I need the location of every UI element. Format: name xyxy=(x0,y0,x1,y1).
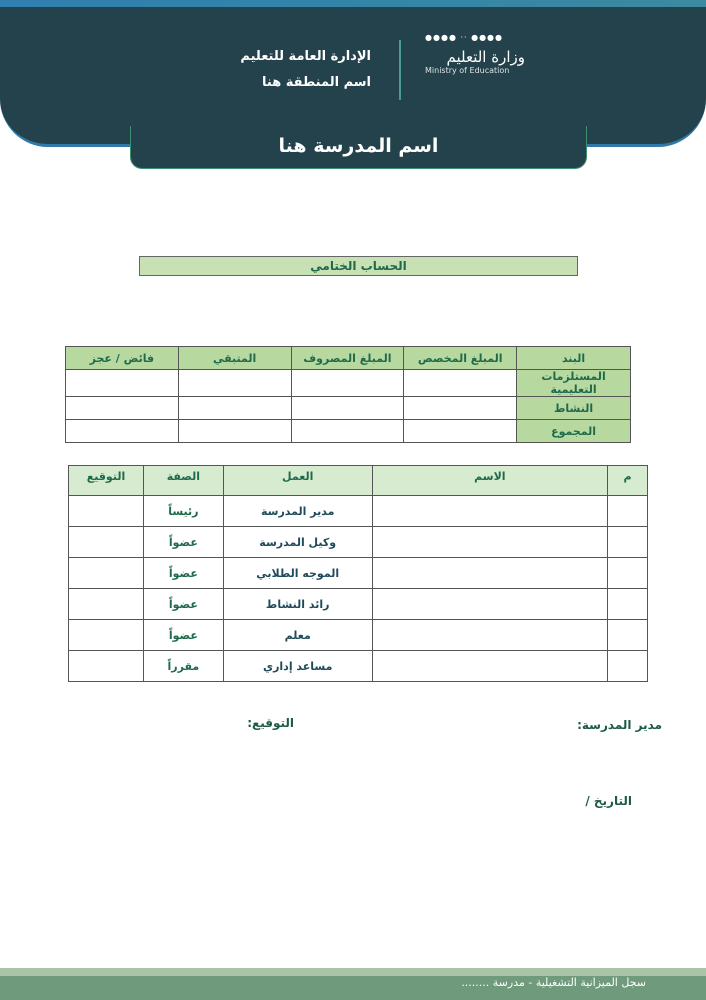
index-cell[interactable] xyxy=(608,527,648,558)
cell[interactable] xyxy=(178,397,291,420)
table-row xyxy=(66,397,631,420)
job-cell: معلم xyxy=(223,620,372,651)
logo-arabic: وزارة التعليم xyxy=(446,48,525,66)
footer-text: سجل الميزانية التشغيلية - مدرسة ........ xyxy=(461,976,646,989)
col-header: المبلغ المخصص xyxy=(404,347,517,370)
job-cell: وكيل المدرسة xyxy=(223,527,372,558)
cell[interactable] xyxy=(404,420,517,443)
col-header: العمل xyxy=(223,466,372,496)
signature-cell[interactable] xyxy=(69,496,144,527)
role-cell: عضواً xyxy=(143,589,223,620)
ministry-logo xyxy=(425,34,525,75)
cell[interactable] xyxy=(66,397,179,420)
document-title: الحساب الختامي xyxy=(139,256,578,276)
logo-dots-icon: ●●●● ·· ●●●● xyxy=(425,33,504,42)
index-cell[interactable] xyxy=(608,589,648,620)
header-text xyxy=(240,44,371,96)
col-header: البند xyxy=(517,347,631,370)
signature-cell[interactable] xyxy=(69,589,144,620)
col-header: الاسم xyxy=(372,466,608,496)
col-header: التوقيع xyxy=(69,466,144,496)
table-row xyxy=(66,370,631,397)
table-row xyxy=(69,527,648,558)
logo-english: Ministry of Education xyxy=(425,66,510,75)
job-cell: مساعد إداري xyxy=(223,651,372,682)
role-cell: عضواً xyxy=(143,527,223,558)
col-header: م xyxy=(608,466,648,496)
index-cell[interactable] xyxy=(608,651,648,682)
col-header: الصفة xyxy=(143,466,223,496)
name-cell[interactable] xyxy=(372,558,608,589)
table-row xyxy=(69,589,648,620)
cell[interactable] xyxy=(291,420,404,443)
cell[interactable] xyxy=(291,370,404,397)
signature-cell[interactable] xyxy=(69,558,144,589)
committee-table xyxy=(68,465,648,682)
name-cell[interactable] xyxy=(372,651,608,682)
name-cell[interactable] xyxy=(372,589,608,620)
principal-label: مدير المدرسة: xyxy=(577,718,662,732)
name-cell[interactable] xyxy=(372,527,608,558)
job-cell: رائد النشاط xyxy=(223,589,372,620)
signature-label: التوقيع: xyxy=(247,716,294,730)
row-label: المجموع xyxy=(517,420,631,443)
cell[interactable] xyxy=(404,397,517,420)
job-cell: الموجه الطلابي xyxy=(223,558,372,589)
table-header-row xyxy=(66,347,631,370)
role-cell: عضواً xyxy=(143,620,223,651)
name-cell[interactable] xyxy=(372,620,608,651)
cell[interactable] xyxy=(178,370,291,397)
date-label: التاريخ / xyxy=(585,794,632,808)
school-name-banner: اسم المدرسة هنا xyxy=(130,126,587,169)
role-cell: رئيساً xyxy=(143,496,223,527)
signature-cell[interactable] xyxy=(69,651,144,682)
table-row xyxy=(69,651,648,682)
table-row xyxy=(69,496,648,527)
index-cell[interactable] xyxy=(608,620,648,651)
cell[interactable] xyxy=(178,420,291,443)
table-row xyxy=(69,620,648,651)
cell[interactable] xyxy=(66,370,179,397)
cell[interactable] xyxy=(404,370,517,397)
name-cell[interactable] xyxy=(372,496,608,527)
region-name: اسم المنطقة هنا xyxy=(262,75,371,90)
table-header-row xyxy=(69,466,648,496)
col-header: المتبقي xyxy=(178,347,291,370)
index-cell[interactable] xyxy=(608,496,648,527)
col-header: فائض / عجز xyxy=(66,347,179,370)
signature-cell[interactable] xyxy=(69,527,144,558)
budget-table xyxy=(65,346,631,443)
row-label: النشاط xyxy=(517,397,631,420)
cell[interactable] xyxy=(291,397,404,420)
col-header: المبلغ المصروف xyxy=(291,347,404,370)
directorate-name: الإدارة العامة للتعليم xyxy=(240,49,371,64)
role-cell: مقرراً xyxy=(143,651,223,682)
row-label: المستلزمات التعليمية xyxy=(517,370,631,397)
header-divider xyxy=(399,40,401,100)
job-cell: مدير المدرسة xyxy=(223,496,372,527)
table-row xyxy=(66,420,631,443)
table-row xyxy=(69,558,648,589)
cell[interactable] xyxy=(66,420,179,443)
index-cell[interactable] xyxy=(608,558,648,589)
signature-cell[interactable] xyxy=(69,620,144,651)
role-cell: عضواً xyxy=(143,558,223,589)
